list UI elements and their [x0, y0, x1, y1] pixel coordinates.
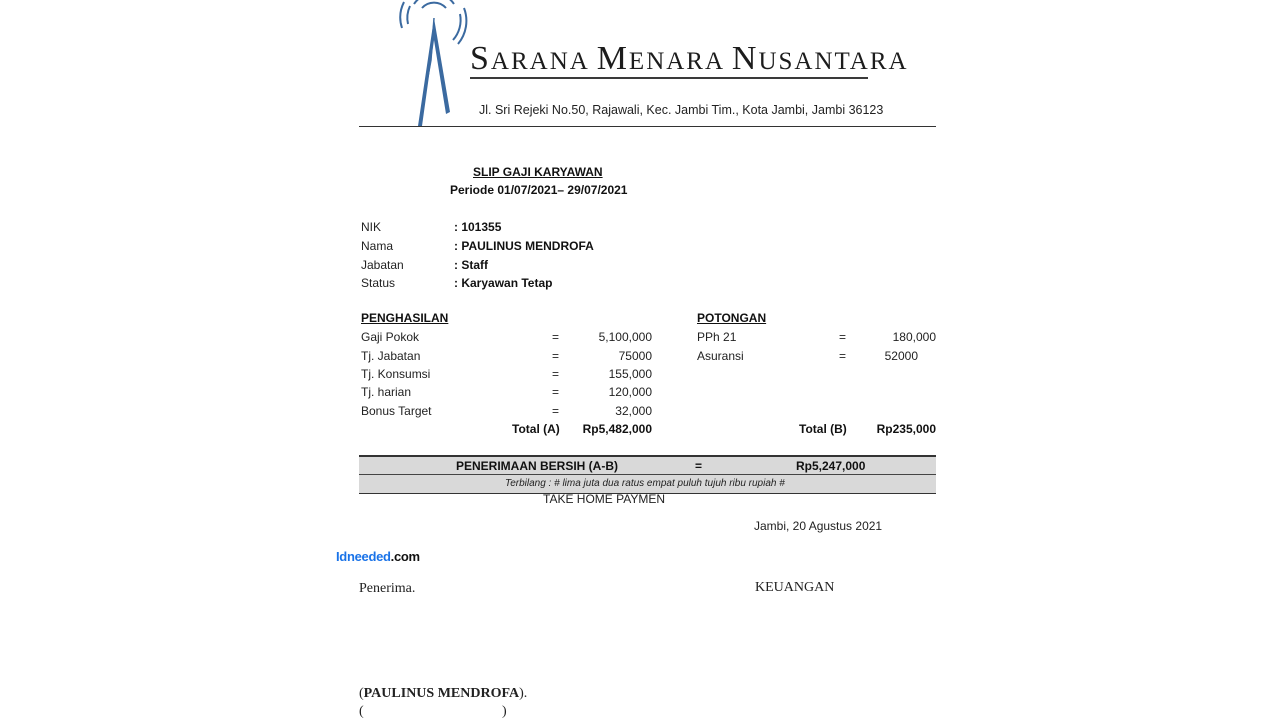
deduction-eq: = [839, 330, 847, 344]
income-eq: = [552, 404, 560, 418]
deductions-total-value: Rp235,000 [876, 422, 936, 436]
finance-label: KEUANGAN [755, 580, 835, 595]
net-pay-eq: = [695, 459, 703, 473]
income-total-label: Total (A) [512, 422, 560, 436]
employee-label-nama: Nama [361, 239, 394, 253]
tower-logo-icon [398, 0, 468, 130]
income-label: Bonus Target [361, 404, 432, 418]
income-total-value: Rp5,482,000 [582, 422, 652, 436]
income-heading: PENGHASILAN [361, 311, 449, 325]
income-label: Tj. Konsumsi [361, 367, 431, 381]
employee-value-nama: : PAULINUS MENDROFA [454, 239, 594, 253]
deduction-amount: 52000 [884, 349, 918, 363]
receiver-close-paren: ). [519, 686, 528, 701]
income-label: Gaji Pokok [361, 330, 420, 344]
deductions-heading: POTONGAN [697, 311, 767, 325]
net-pay-bar-divider [359, 474, 936, 475]
company-name-initial-2: M [596, 40, 629, 77]
income-eq: = [552, 385, 560, 399]
deduction-eq: = [839, 349, 847, 363]
net-pay-label: PENERIMAAN BERSIH (A-B) [456, 459, 618, 473]
deduction-amount: 180,000 [892, 330, 936, 344]
employee-value-status: : Karyawan Tetap [454, 276, 553, 290]
slip-title: SLIP GAJI KARYAWAN [473, 165, 603, 179]
employee-label-status: Status [361, 276, 396, 290]
income-label: Tj. harian [361, 385, 412, 399]
take-home-pay-label: TAKE HOME PAYMEN [543, 492, 666, 506]
receiver-label: Penerima. [359, 581, 416, 596]
company-name-rest-3: USANTARA [758, 48, 909, 75]
net-pay-terbilang: Terbilang : # lima juta dua ratus empat puluh tujuh ribu rupiah # [505, 478, 785, 489]
watermark [336, 549, 420, 564]
company-name-initial-3: N [731, 40, 759, 77]
income-label: Tj. Jabatan [361, 349, 421, 363]
employee-label-jabatan: Jabatan [361, 258, 404, 272]
income-eq: = [552, 330, 560, 344]
company-name [470, 40, 909, 78]
blank-signature-open: ( [359, 704, 364, 719]
slip-periode: Periode 01/07/2021– 29/07/2021 [450, 183, 628, 197]
header-divider [359, 126, 936, 127]
receiver-name: PAULINUS MENDROFA [363, 686, 520, 701]
income-eq: = [552, 367, 560, 381]
watermark-part-1: Idneeded [336, 549, 391, 564]
company-name-initial-1: S [470, 40, 491, 77]
income-amount: 155,000 [608, 367, 652, 381]
deductions-total-label: Total (B) [799, 422, 847, 436]
income-eq: = [552, 349, 560, 363]
income-amount: 120,000 [608, 385, 652, 399]
receiver-signature-name [359, 686, 527, 702]
employee-value-nik: : 101355 [454, 220, 502, 234]
income-amount: 32,000 [615, 404, 652, 418]
employee-value-jabatan: : Staff [454, 258, 488, 272]
deduction-label: Asuransi [697, 349, 744, 363]
watermark-part-2: .com [390, 549, 420, 564]
income-amount: 5,100,000 [598, 330, 652, 344]
company-name-rest-2: ENARA [628, 48, 724, 75]
place-date: Jambi, 20 Agustus 2021 [754, 519, 883, 533]
company-name-rest-1: ARANA [490, 48, 589, 75]
income-amount: 75000 [618, 349, 652, 363]
net-pay-value: Rp5,247,000 [796, 459, 866, 473]
employee-label-nik: NIK [361, 220, 382, 234]
deduction-label: PPh 21 [697, 330, 737, 344]
blank-signature-close: ) [502, 704, 507, 719]
receiver-open-paren: ( [359, 686, 364, 701]
company-address: Jl. Sri Rejeki No.50, Rajawali, Kec. Jambi Tim., Kota Jambi, Jambi 36123 [479, 103, 884, 117]
company-underline [470, 77, 868, 79]
